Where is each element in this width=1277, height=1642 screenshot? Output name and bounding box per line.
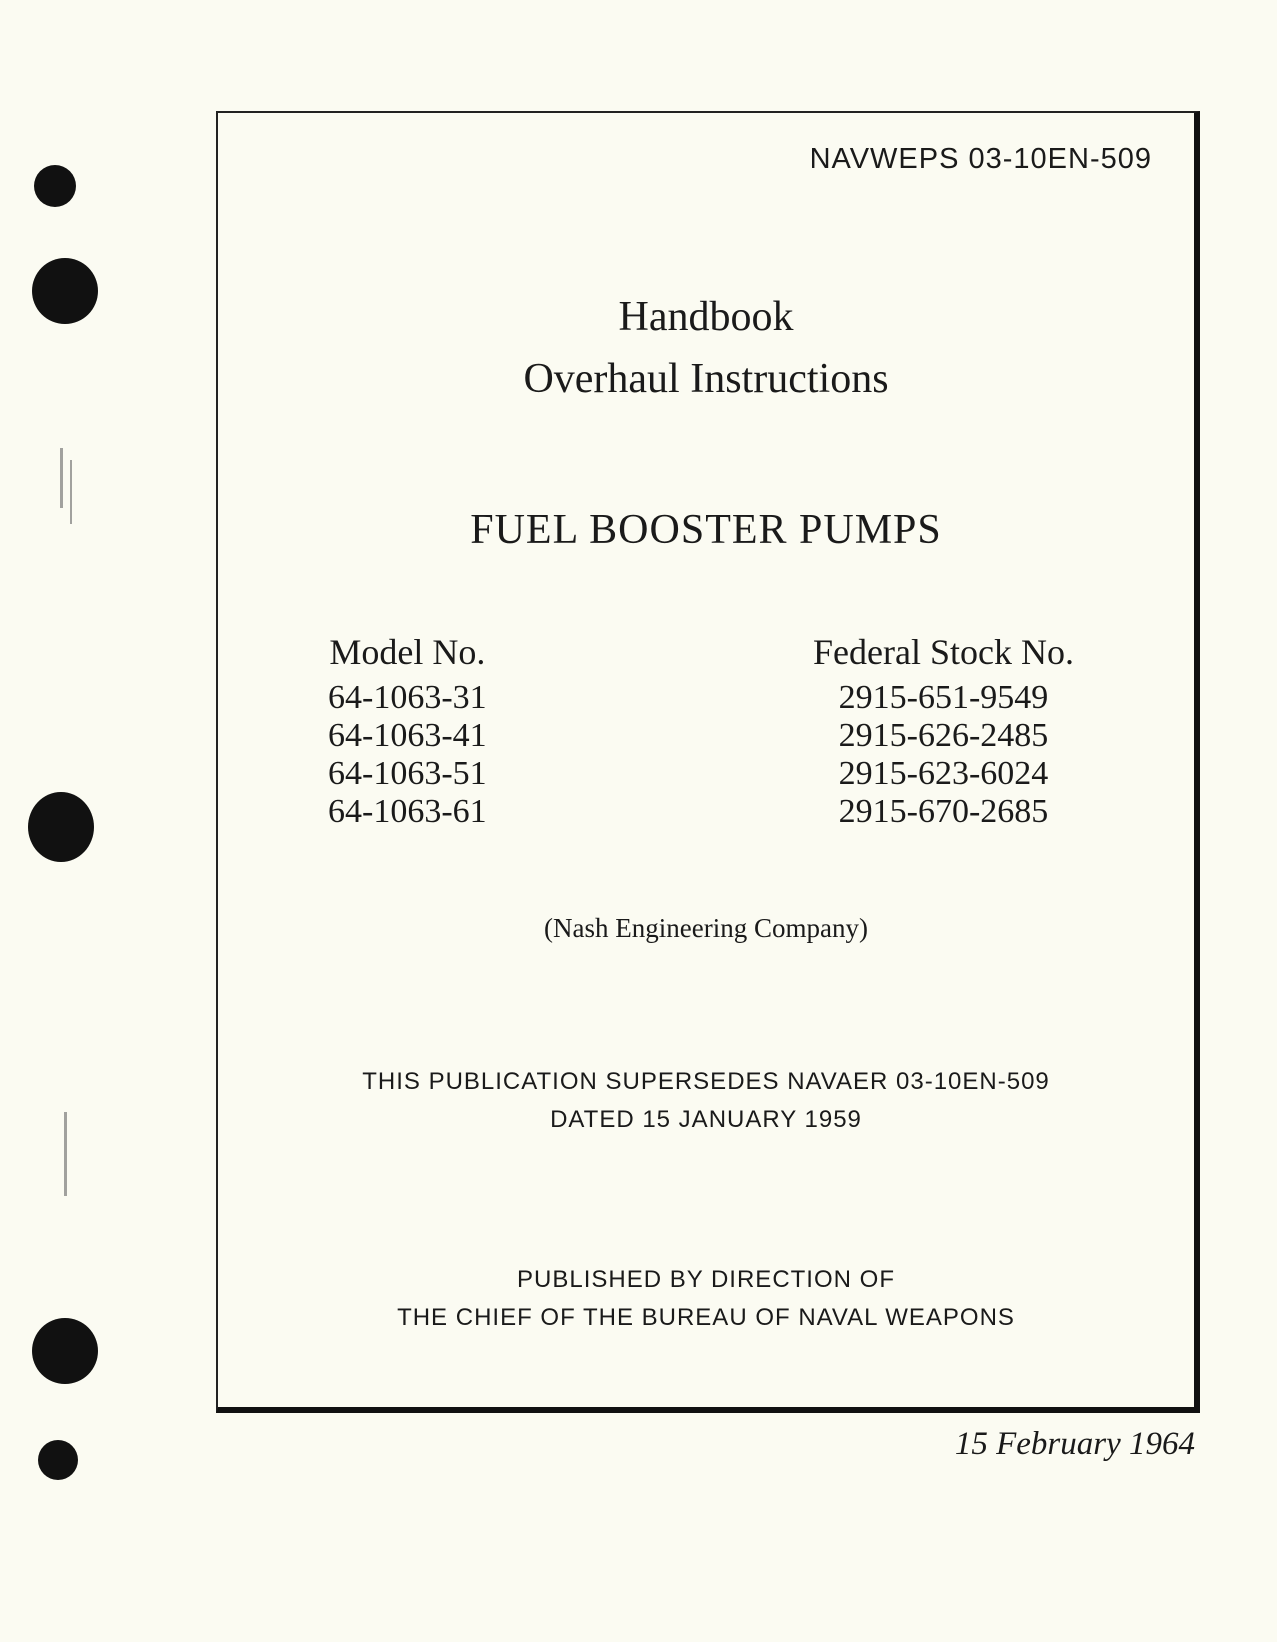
stock-column-header: Federal Stock No.: [813, 632, 1074, 672]
supersedes-line-1: THIS PUBLICATION SUPERSEDES NAVAER 03-10EN-509: [362, 1068, 1050, 1095]
binder-hole-3: [28, 792, 94, 862]
model-number: 64-1063-41: [328, 717, 487, 754]
stock-number: 2915-626-2485: [838, 717, 1049, 754]
scan-mark-2: [70, 460, 72, 524]
publisher-line-2: THE CHIEF OF THE BUREAU OF NAVAL WEAPONS: [397, 1304, 1015, 1331]
model-column-header: Model No.: [329, 632, 486, 672]
publication-date: 15 February 1964: [954, 1426, 1195, 1462]
supersedes-line-2: DATED 15 JANUARY 1959: [550, 1106, 862, 1133]
stock-number: 2915-623-6024: [838, 755, 1049, 792]
content-frame: [216, 111, 1200, 1413]
document-number: NAVWEPS 03-10EN-509: [809, 143, 1152, 175]
stock-column: [813, 631, 1074, 831]
binder-hole-5: [38, 1440, 78, 1480]
model-number: 64-1063-31: [328, 679, 487, 716]
handbook-heading: Handbook: [618, 294, 794, 340]
scan-mark-1: [60, 448, 63, 508]
manufacturer-name: (Nash Engineering Company): [544, 913, 868, 943]
scan-mark-3: [64, 1112, 67, 1196]
binder-hole-1: [34, 165, 76, 207]
supersedes-notice: [218, 1063, 1194, 1139]
binder-hole-4: [32, 1318, 98, 1384]
stock-number: 2915-651-9549: [838, 679, 1049, 716]
stock-number: 2915-670-2685: [838, 793, 1049, 830]
overhaul-heading: Overhaul Instructions: [523, 356, 889, 402]
model-number: 64-1063-51: [328, 755, 487, 792]
binder-hole-2: [32, 258, 98, 324]
model-number: 64-1063-61: [328, 793, 487, 830]
model-column: [328, 631, 487, 831]
publisher-notice: [218, 1261, 1194, 1337]
publisher-line-1: PUBLISHED BY DIRECTION OF: [517, 1266, 895, 1293]
document-title: FUEL BOOSTER PUMPS: [470, 507, 942, 553]
